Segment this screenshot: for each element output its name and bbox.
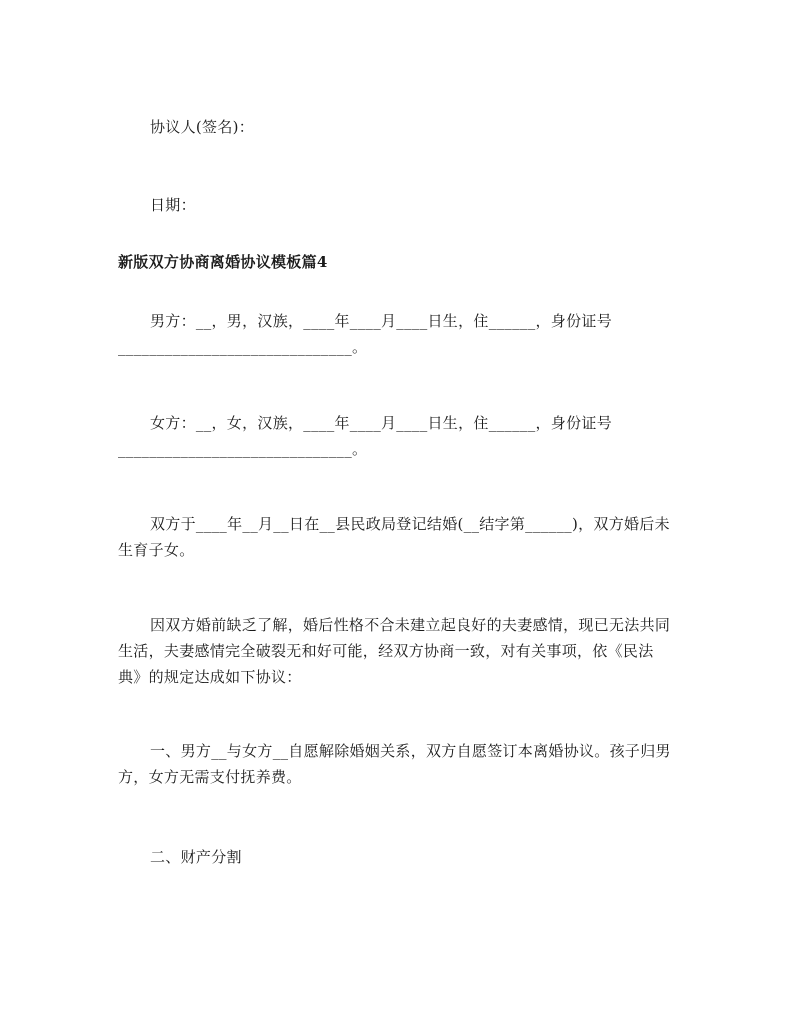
marriage-paragraph-line-2: 生育子女。 [118,541,195,559]
signature-line: 协议人(签名)： [150,118,255,136]
female-info-line-1: 女方：__，女，汉族，____年____月____日生，住______，身份证号 [150,414,613,432]
clause-1-line-1: 一、男方__与女方__自愿解除婚姻关系，双方自愿签订本离婚协议。孩子归男 [150,742,671,760]
male-info-line-2: ______________________________。 [118,338,368,356]
section-title: 新版双方协商离婚协议模板篇4 [118,253,328,271]
male-info-line-1: 男方：__，男，汉族，____年____月____日生，住______，身份证号 [150,312,613,330]
female-info-line-2: ______________________________。 [118,440,368,458]
date-line: 日期： [150,196,196,214]
reason-paragraph-line-3: 典》的规定达成如下协议： [118,668,302,686]
clause-2-heading: 二、财产分割 [150,848,242,866]
reason-paragraph-line-1: 因双方婚前缺乏了解，婚后性格不合未建立起良好的夫妻感情，现已无法共同 [150,616,671,634]
clause-1-line-2: 方，女方无需支付抚养费。 [118,768,302,786]
marriage-paragraph-line-1: 双方于____年__月__日在__县民政局登记结婚(__结字第______)，双方婚后未 [150,515,670,533]
reason-paragraph-line-2: 生活，夫妻感情完全破裂无和好可能，经双方协商一致，对有关事项，依《民法 [118,642,654,660]
